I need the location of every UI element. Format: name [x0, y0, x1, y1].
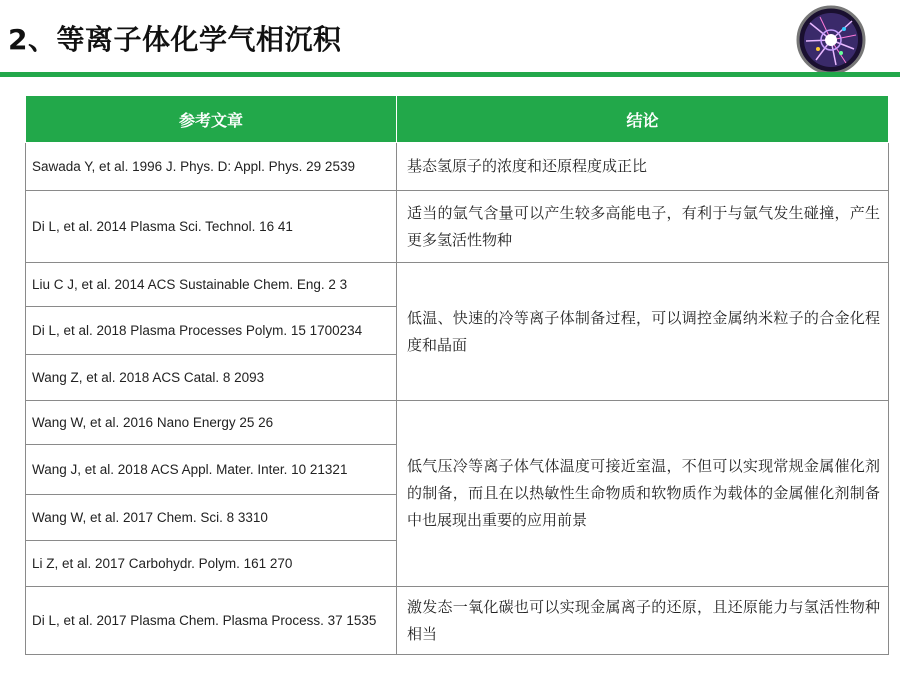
- conclusion-cell: 适当的氩气含量可以产生较多高能电子，有利于与氩气发生碰撞，产生更多氢活性物种: [397, 191, 889, 263]
- reference-cell: Di L, et al. 2014 Plasma Sci. Technol. 16 41: [26, 191, 397, 263]
- header-references: 参考文章: [26, 96, 397, 143]
- reference-cell: Sawada Y, et al. 1996 J. Phys. D: Appl. Phys. 29 2539: [26, 143, 397, 191]
- reference-cell: Liu C J, et al. 2014 ACS Sustainable Chem. Eng. 2 3: [26, 263, 397, 307]
- title-divider: [0, 72, 900, 77]
- reference-cell: Wang Z, et al. 2018 ACS Catal. 8 2093: [26, 355, 397, 401]
- table-row: [26, 587, 889, 655]
- page-title: 2、等离子体化学气相沉积: [8, 23, 342, 56]
- reference-cell: Di L, et al. 2018 Plasma Processes Polym. 15 1700234: [26, 307, 397, 355]
- table-row: [26, 401, 889, 445]
- conclusion-cell: 激发态一氧化碳也可以实现金属离子的还原，且还原能力与氢活性物种相当: [397, 587, 889, 655]
- conclusion-cell: 低气压冷等离子体气体温度可接近室温，不但可以实现常规金属催化剂的制备，而且在以热敏性生命物质和软物质作为载体的金属催化剂制备中也展现出重要的应用前景: [397, 401, 889, 587]
- reference-cell: Di L, et al. 2017 Plasma Chem. Plasma Process. 37 1535: [26, 587, 397, 655]
- plasma-globe-logo: [796, 5, 866, 75]
- table-header-row: [26, 96, 889, 143]
- conclusion-cell: 基态氢原子的浓度和还原程度成正比: [397, 143, 889, 191]
- table-row: [26, 263, 889, 307]
- conclusion-cell: 低温、快速的冷等离子体制备过程，可以调控金属纳米粒子的合金化程度和晶面: [397, 263, 889, 401]
- header-conclusions: 结论: [397, 96, 889, 143]
- table-row: [26, 191, 889, 263]
- reference-cell: Wang W, et al. 2017 Chem. Sci. 8 3310: [26, 495, 397, 541]
- references-table: [25, 95, 889, 655]
- reference-cell: Wang W, et al. 2016 Nano Energy 25 26: [26, 401, 397, 445]
- table-row: [26, 143, 889, 191]
- reference-cell: Wang J, et al. 2018 ACS Appl. Mater. Inter. 10 21321: [26, 445, 397, 495]
- reference-cell: Li Z, et al. 2017 Carbohydr. Polym. 161 270: [26, 541, 397, 587]
